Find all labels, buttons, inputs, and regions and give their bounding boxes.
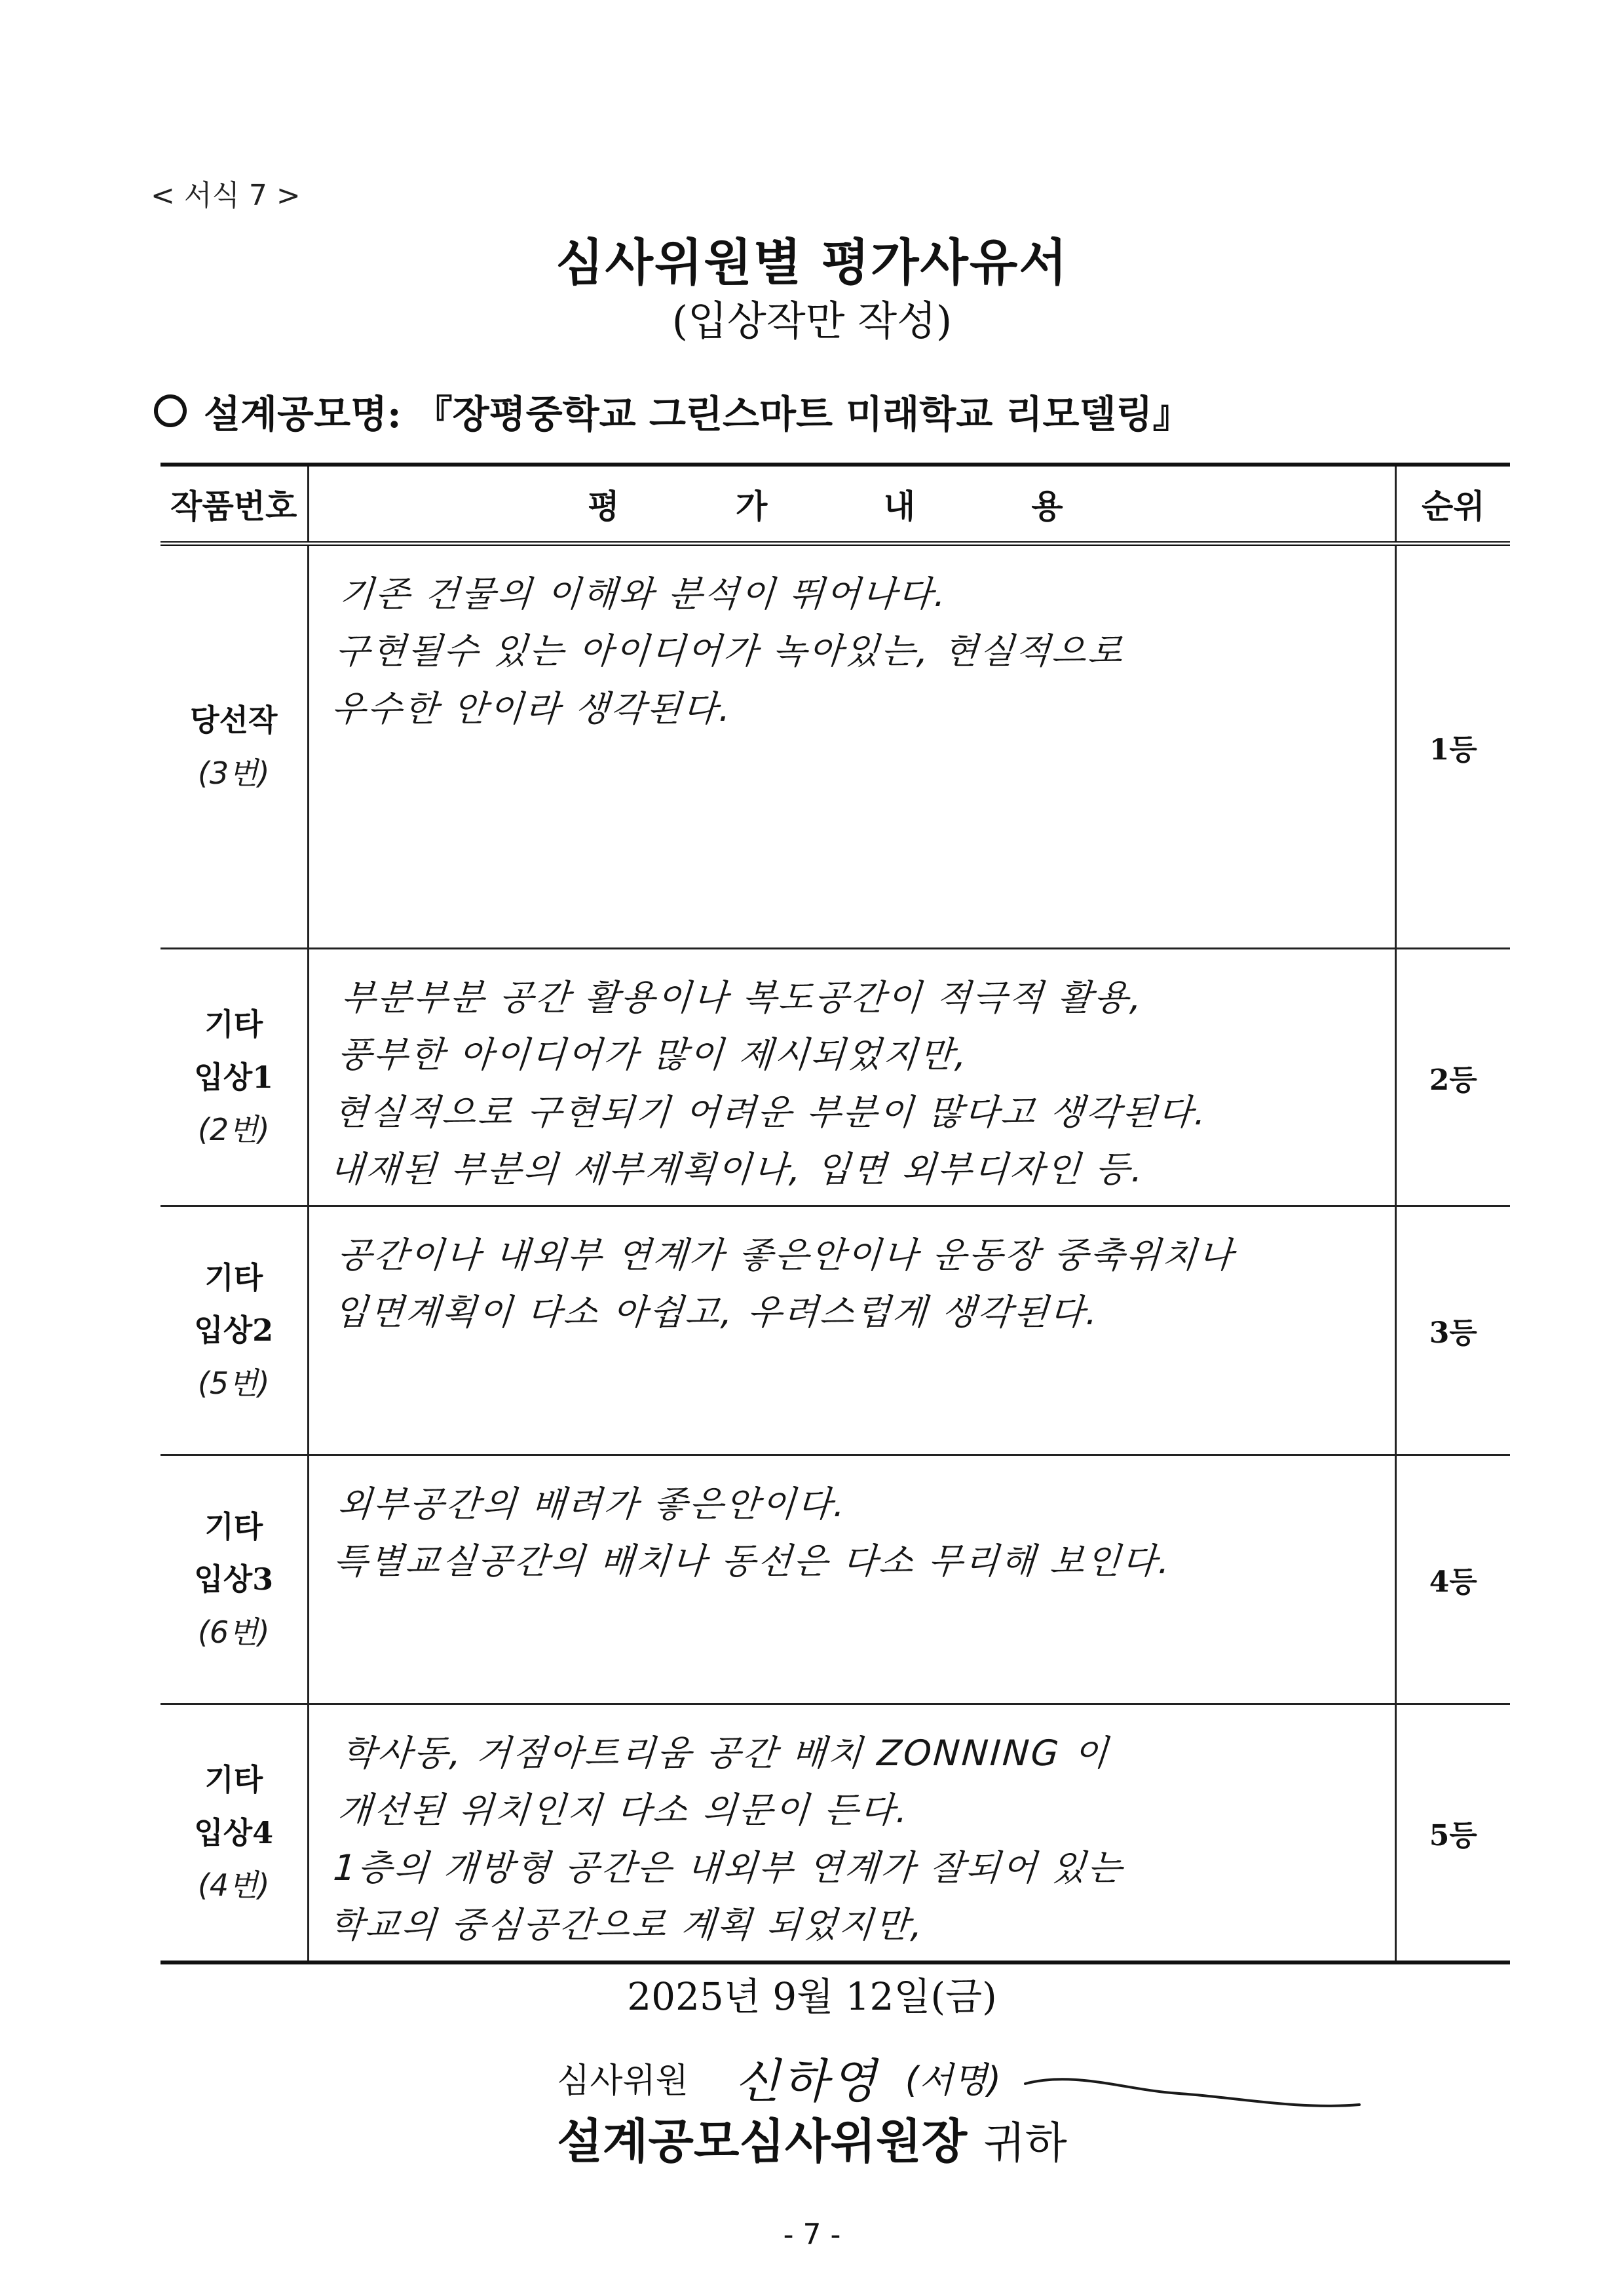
evaluation-content <box>308 1704 1395 1962</box>
document-subtitle: (입상작만 작성) <box>671 297 953 345</box>
recipient-suffix: 귀하 <box>983 2118 1067 2168</box>
entry-category: 기타 <box>204 1259 263 1295</box>
entry-subcategory: 입상3 <box>194 1561 274 1598</box>
evaluation-content <box>308 544 1395 949</box>
entry-subcategory: 입상4 <box>194 1814 274 1850</box>
contest-name: 『장평중학교 그린스마트 미래학교 리모델링』 <box>414 392 1191 436</box>
entry-subcategory: 입상1 <box>194 1059 274 1095</box>
evaluation-text: 부분부분 공간 활용이나 복도공간이 적극적 활용, 풍부한 아이디어가 많이 제시되었지만, 현실적으로 구현되기 어려운 부분이 많다고 생각된다. 내재된 부분의 세부계획이나, 입면 외부디자인 등. <box>328 977 1209 1191</box>
entry-cell <box>161 1206 308 1455</box>
entry-category: 당선작 <box>190 702 278 738</box>
header-rank: 순위 <box>1395 465 1510 544</box>
judge-signature-line <box>557 2043 1001 2111</box>
judge-label: 심사위원 <box>557 2061 689 2101</box>
header-content-label: 평 가 내 용 <box>588 487 1116 526</box>
rank-cell: 3등 <box>1395 1206 1510 1455</box>
entry-cell <box>161 544 308 949</box>
evaluation-text: 학사동, 거점아트리움 공간 배치 ZONNING 이 개선된 위치인지 다소 의문이 든다. 1층의 개방형 공간은 내외부 연계가 잘되어 있는 학교의 중심공간으로 계획 되었지만, <box>328 1732 1125 1946</box>
entry-number: (3번) <box>197 755 270 791</box>
evaluation-text: 기존 건물의 이해와 분석이 뛰어나다. 구현될수 있는 아이디어가 녹아있는, 현실적으로 우수한 안이라 생각된다. <box>330 573 1125 729</box>
table-row <box>161 1455 1510 1704</box>
recipient-name: 설계공모심사위원장 <box>557 2113 968 2169</box>
judge-signature: 신하영 <box>734 2054 879 2109</box>
header-content <box>308 465 1395 544</box>
evaluation-content <box>308 949 1395 1206</box>
document-title: 심사위원별 평가사유서 <box>556 233 1068 292</box>
entry-number: (2번) <box>197 1112 270 1148</box>
entry-number: (5번) <box>197 1365 270 1401</box>
table-row <box>161 1704 1510 1962</box>
entry-category: 기타 <box>204 1508 263 1544</box>
page-number: - 7 - <box>783 2218 841 2251</box>
entry-cell <box>161 1455 308 1704</box>
entry-cell <box>161 949 308 1206</box>
entry-category: 기타 <box>204 1762 263 1798</box>
entry-category: 기타 <box>204 1006 263 1043</box>
table-header-row <box>161 465 1510 544</box>
evaluation-text: 외부공간의 배려가 좋은안이다. 특별교실공간의 배치나 동선은 다소 무리해 보인다. <box>331 1483 1173 1582</box>
table-row <box>161 1206 1510 1455</box>
entry-cell <box>161 1704 308 1962</box>
recipient-line <box>0 2103 1624 2172</box>
rank-cell: 2등 <box>1395 949 1510 1206</box>
contest-line <box>154 383 1191 438</box>
header-entry: 작품번호 <box>161 465 308 544</box>
evaluation-text: 공간이나 내외부 연계가 좋은안이나 운동장 중축위치나 입면계획이 다소 아쉽고, 우려스럽게 생각된다. <box>331 1234 1236 1333</box>
evaluation-content <box>308 1206 1395 1455</box>
rank-cell: 5등 <box>1395 1704 1510 1962</box>
rank-cell: 1등 <box>1395 544 1510 949</box>
circle-bullet-icon <box>154 394 187 427</box>
document-date: 2025년 9월 12일(금) <box>627 1974 997 2019</box>
entry-subcategory: 입상2 <box>194 1312 274 1349</box>
evaluation-table <box>161 463 1510 1964</box>
entry-number: (6번) <box>197 1614 270 1650</box>
table-row <box>161 544 1510 949</box>
form-number: < 서식 7 > <box>151 179 301 212</box>
rank-cell: 4등 <box>1395 1455 1510 1704</box>
table-row <box>161 949 1510 1206</box>
signature-mark: (서명) <box>905 2059 1002 2101</box>
evaluation-content <box>308 1455 1395 1704</box>
contest-label: 설계공모명: <box>204 392 402 436</box>
entry-number: (4번) <box>197 1867 270 1904</box>
